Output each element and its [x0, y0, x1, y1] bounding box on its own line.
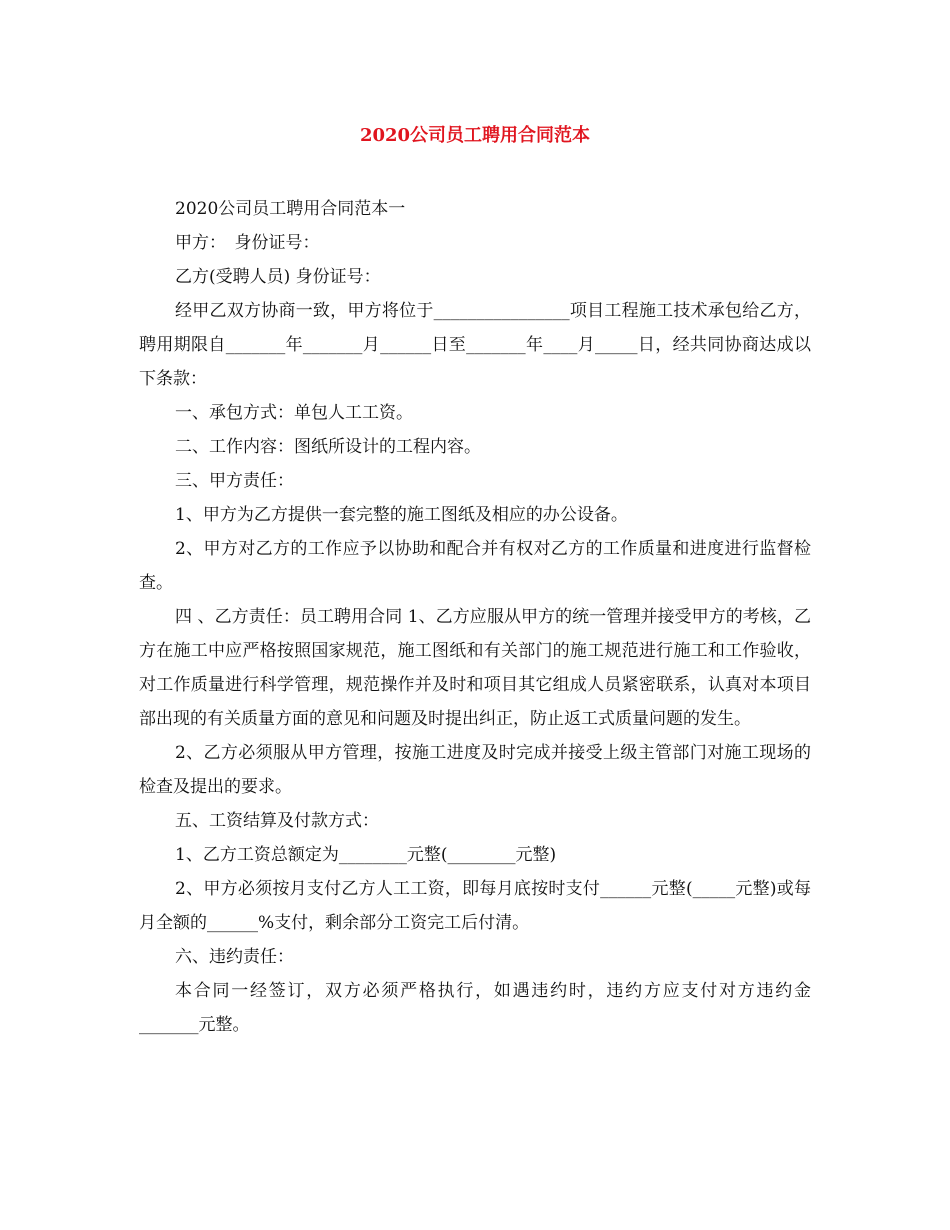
clause-payment-item-2: 2、甲方必须按月支付乙方人工工资，即每月底按时支付______元整(_____元整)或每月全额的______%支付，剩余部分工资完工后付清。: [139, 879, 811, 933]
clause-party-b-item-1: 四 、乙方责任：员工聘用合同 1、乙方应服从甲方的统一管理并接受甲方的考核，乙方在施工中应严格按照国家规范，施工图纸和有关部门的施工规范进行施工和工作验收，对工作质量进行科学管理，规范操作并及时和项目其它组成人员紧密联系，认真对本项目部出现的有关质量方面的意见和问题及时提出纠正，防止返工式质量问题的发生。: [139, 607, 811, 729]
section-heading: 2020公司员工聘用合同范本一: [175, 199, 406, 219]
document-body: [139, 192, 811, 1042]
document-title: 2020公司员工聘用合同范本: [359, 125, 591, 146]
clause-work-content: 二、工作内容：图纸所设计的工程内容。: [175, 437, 481, 457]
party-b-line: 乙方(受聘人员) 身份证号：: [175, 267, 381, 287]
clause-contract-method: 一、承包方式：单包人工工资。: [175, 403, 413, 423]
clause-payment-heading: 五、工资结算及付款方式：: [175, 811, 379, 831]
clause-party-a-item-1: 1、甲方为乙方提供一套完整的施工图纸及相应的办公设备。: [175, 505, 628, 525]
agreement-intro-paragraph: 经甲乙双方协商一致，甲方将位于________________项目工程施工技术承包给乙方，聘用期限自_______年_______月______日至_______年____月_____日，经共同协商达成以下条款：: [139, 301, 811, 389]
clause-party-a-heading: 三、甲方责任：: [175, 471, 294, 491]
party-a-line: 甲方： 身份证号：: [175, 233, 320, 253]
clause-party-b-item-2: 2、乙方必须服从甲方管理，按施工进度及时完成并接受上级主管部门对施工现场的检查及提出的要求。: [139, 743, 811, 797]
clause-payment-item-1: 1、乙方工资总额定为________元整(________元整): [175, 845, 557, 865]
clause-breach-text: 本合同一经签订，双方必须严格执行，如遇违约时，违约方应支付对方违约金_______元整。: [139, 981, 811, 1035]
clause-party-a-item-2: 2、甲方对乙方的工作应予以协助和配合并有权对乙方的工作质量和进度进行监督检查。: [139, 539, 811, 593]
clause-breach-heading: 六、违约责任：: [175, 947, 294, 967]
